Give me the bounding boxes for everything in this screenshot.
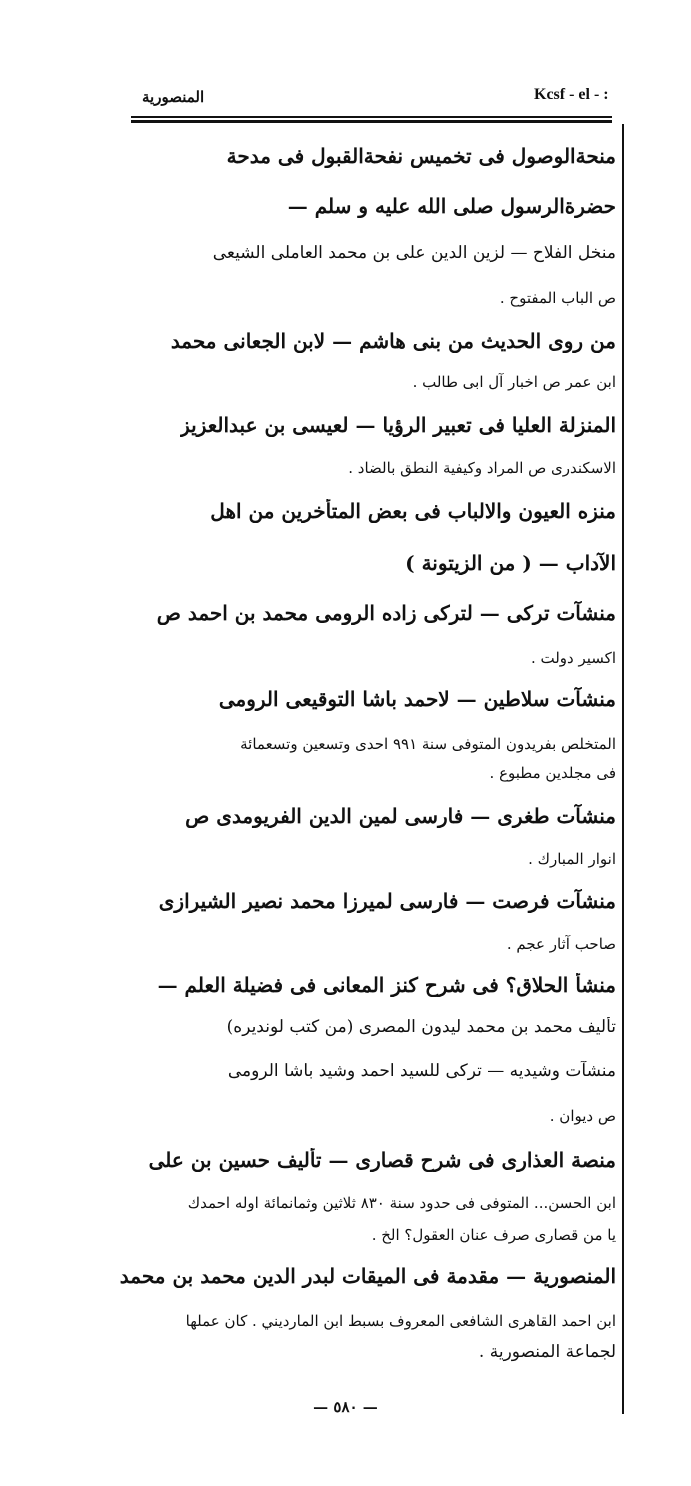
text-line: ابن احمد القاهرى الشافعى المعروف بسبط ابن المارديني . كان عملها xyxy=(185,1312,616,1330)
text-line: الاسكندرى ص المراد وكيفية النطق بالضاد . xyxy=(348,459,616,477)
text-line: ص ديوان . xyxy=(549,1107,616,1125)
text-line: منشآت طغرى — فارسى لمين الدين الفريومدى ص xyxy=(185,804,616,828)
text-line: المنزلة العليا فى تعبير الرؤيا — لعيسى بن عبدالعزيز xyxy=(180,413,616,437)
text-line: منشآت وشيديه — تركى للسيد احمد وشيد باشا الرومى xyxy=(227,1061,616,1081)
text-line: من روى الحديث من بنى هاشم — لابن الجعانى محمد xyxy=(170,329,616,353)
text-line: المنصورية — مقدمة فى الميقات لبدر الدين محمد بن محمد xyxy=(119,1264,616,1288)
text-line: منشآت فرصت — فارسى لميرزا محمد نصير الشيرازى xyxy=(158,889,616,913)
text-line: ابن عمر ص اخبار آل ابى طالب . xyxy=(412,373,616,391)
text-line: المتخلص بفريدون المتوفى سنة ٩٩١ احدى وتسعين وتسعمائة xyxy=(240,735,616,753)
text-line: اكسير دولت . xyxy=(530,649,616,667)
text-line: منحةالوصول فى تخميس نفحةالقبول فى مدحة xyxy=(226,144,616,168)
page-number: — ٥٨٠ — xyxy=(313,1398,378,1416)
text-line: انوار المبارك . xyxy=(528,850,616,868)
right-margin-line xyxy=(622,124,624,1414)
text-line: صاحب آثار عجم . xyxy=(506,935,616,953)
text-line: فى مجلدين مطبوع . xyxy=(489,764,616,782)
text-line: منخل الفلاح — لزين الدين على بن محمد العاملى الشيعى xyxy=(212,243,616,263)
text-line: منشأ الحلاق؟ فى شرح كنز المعانى فى فضيلة العلم — xyxy=(157,973,616,997)
text-line: ابن الحسن... المتوفى فى حدود سنة ٨٣٠ ثلاثين وثمانمائة اوله احمدك xyxy=(187,1194,616,1212)
text-line: يا من قصارى صرف عنان العقول؟ الخ . xyxy=(371,1226,616,1244)
text-line: الآداب — ( من الزيتونة ) xyxy=(405,551,616,575)
text-line: تأليف محمد بن محمد ليدون المصرى (من كتب لونديره) xyxy=(226,1017,616,1037)
text-line: حضرةالرسول صلى الله عليه و سلم — xyxy=(287,194,616,218)
header-rule-thick xyxy=(131,120,612,123)
text-line: لجماعة المنصورية . xyxy=(478,1342,616,1362)
text-line: منصة العذارى فى شرح قصارى — تأليف حسين بن على xyxy=(148,1148,616,1172)
text-line: ص الباب المفتوح . xyxy=(499,289,616,307)
text-line: منزه العيون والالباب فى بعض المتأخرين من اهل xyxy=(210,499,616,523)
text-line: منشآت تركى — لتركى زاده الرومى محمد بن احمد ص xyxy=(156,601,616,625)
text-line: منشآت سلاطين — لاحمد باشا التوقيعى الرومى xyxy=(218,687,616,711)
running-head-left: المنصورية xyxy=(142,88,205,106)
header-rule-thin xyxy=(131,116,612,118)
running-head-right: Kcsf - el - : xyxy=(534,86,609,103)
